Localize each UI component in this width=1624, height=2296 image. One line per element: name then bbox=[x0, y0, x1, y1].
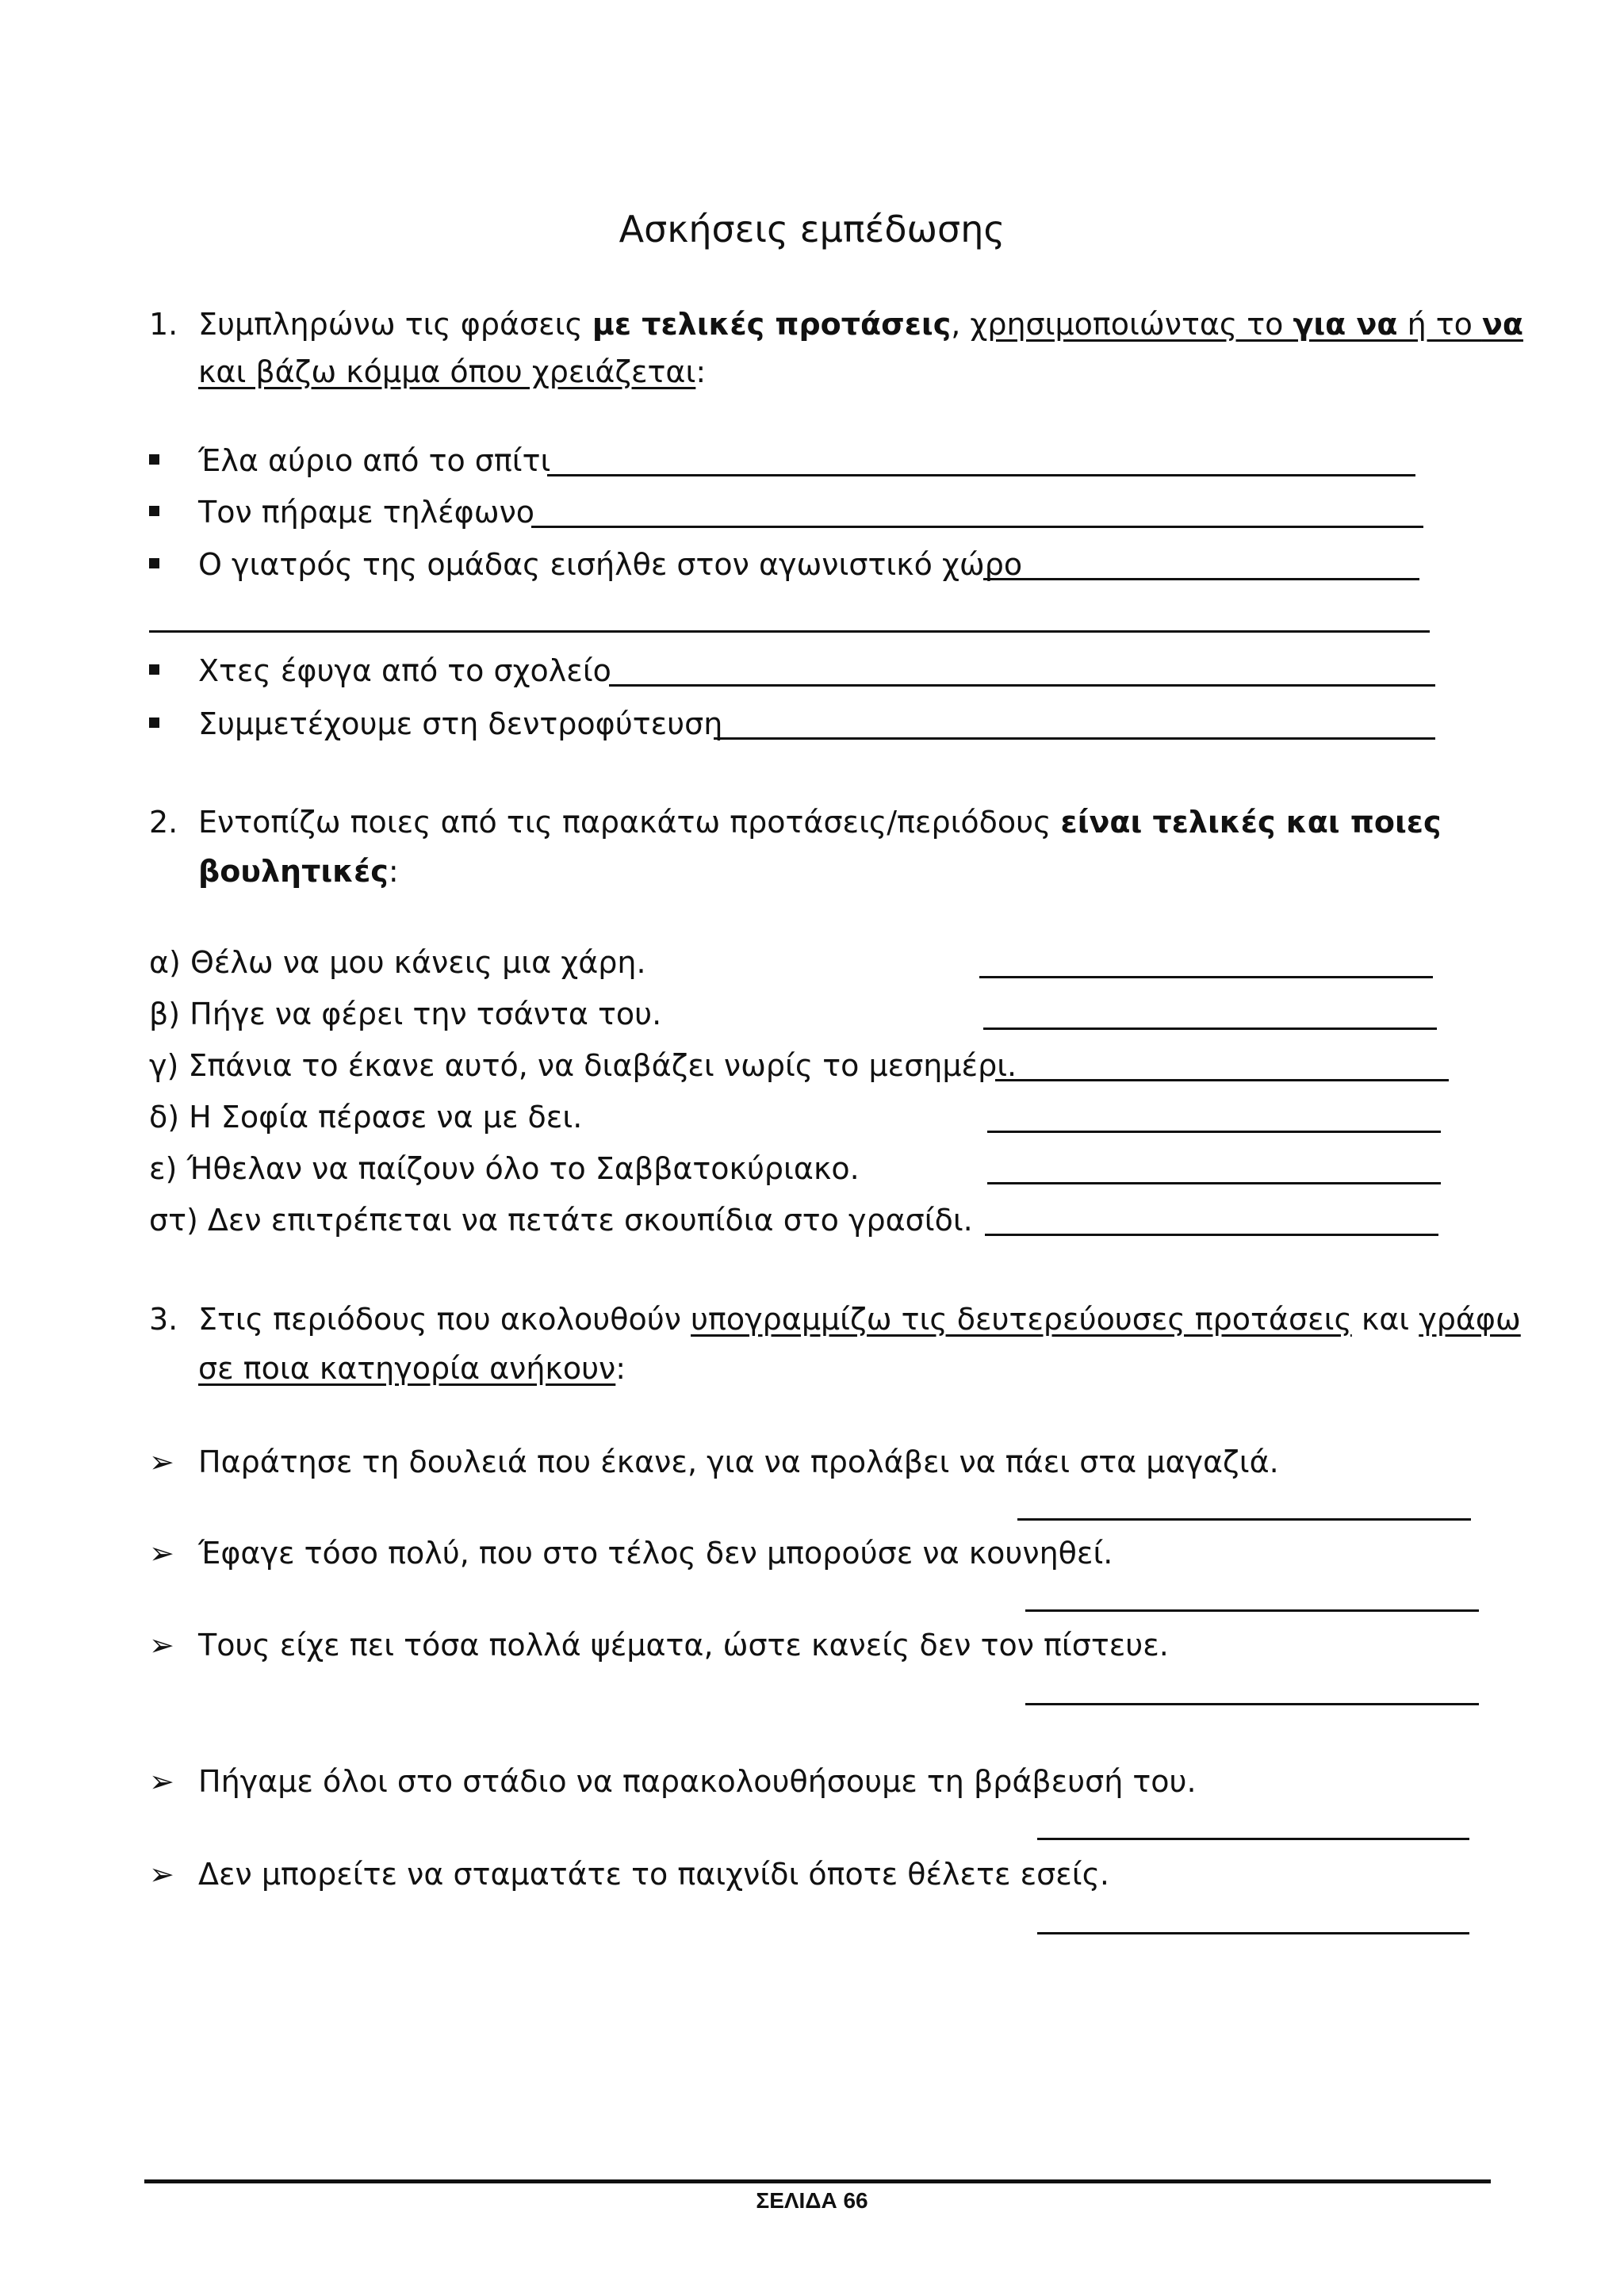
arrow-bullet-icon: ➢ bbox=[149, 1445, 174, 1479]
ex1-item-1: Έλα αύριο από το σπίτι bbox=[198, 443, 551, 478]
ex2-instr-bold-2: βουλητικές bbox=[198, 854, 389, 889]
ex1-answer-line-5[interactable] bbox=[714, 737, 1435, 740]
arrow-bullet-icon: ➢ bbox=[149, 1857, 174, 1892]
ex2-answer-line-c[interactable] bbox=[995, 1079, 1449, 1081]
ex3-answer-line-5[interactable] bbox=[1037, 1932, 1469, 1934]
ex1-instr-comma: , bbox=[951, 307, 971, 342]
page-number: ΣΕΛΙΔΑ 66 bbox=[756, 2188, 868, 2213]
footer-rule bbox=[144, 2179, 1491, 2183]
ex2-number: 2. bbox=[149, 805, 178, 840]
bullet-square-icon bbox=[149, 506, 159, 516]
page-title: Ασκήσεις εμπέδωσης bbox=[619, 208, 1005, 251]
ex3-item-2: Έφαγε τόσο πολύ, που στο τέλος δεν μπορούσε να κουνηθεί. bbox=[198, 1536, 1113, 1571]
ex2-item-b: β) Πήγε να φέρει την τσάντα του. bbox=[149, 997, 662, 1031]
ex1-item-5: Συμμετέχουμε στη δεντροφύτευση bbox=[198, 706, 723, 741]
ex2-item-c: γ) Σπάνια το έκανε αυτό, να διαβάζει νωρίς το μεσημέρι. bbox=[149, 1048, 1017, 1083]
ex3-answer-line-1[interactable] bbox=[1017, 1518, 1471, 1521]
ex1-instr-or: ή το bbox=[1397, 307, 1482, 342]
ex3-instruction-line1 bbox=[198, 1302, 1521, 1337]
ex3-answer-line-4[interactable] bbox=[1037, 1838, 1469, 1840]
ex3-answer-line-3[interactable] bbox=[1025, 1703, 1479, 1705]
ex2-instr-bold: είναι τελικές και ποιες bbox=[1060, 805, 1442, 840]
ex3-answer-line-2[interactable] bbox=[1025, 1609, 1479, 1612]
ex1-answer-line-1[interactable] bbox=[547, 474, 1415, 476]
ex3-instr-and: και bbox=[1351, 1302, 1419, 1337]
ex1-answer-line-3b[interactable] bbox=[149, 630, 1430, 633]
ex1-instruction-line2 bbox=[198, 354, 707, 389]
ex2-answer-line-e[interactable] bbox=[987, 1182, 1441, 1184]
ex1-instr-bold: με τελικές προτάσεις bbox=[592, 307, 952, 342]
ex1-answer-line-4[interactable] bbox=[609, 684, 1435, 687]
ex3-number: 3. bbox=[149, 1302, 178, 1337]
ex2-instr-colon: : bbox=[388, 854, 399, 889]
ex2-answer-line-b[interactable] bbox=[983, 1027, 1437, 1030]
ex1-instr-na: να bbox=[1481, 307, 1523, 342]
ex2-answer-line-d[interactable] bbox=[987, 1131, 1441, 1133]
ex1-instr-comma-note: και βάζω κόμμα όπου χρειάζεται bbox=[198, 354, 696, 389]
ex3-instr-colon: : bbox=[615, 1351, 626, 1386]
ex1-number: 1. bbox=[149, 307, 178, 342]
ex3-instruction-line2 bbox=[198, 1351, 626, 1386]
bullet-square-icon bbox=[149, 558, 159, 568]
ex1-instr-text: Συμπληρώνω τις φράσεις bbox=[198, 307, 592, 342]
ex2-item-st: στ) Δεν επιτρέπεται να πετάτε σκουπίδια στο γρασίδι. bbox=[149, 1203, 973, 1238]
ex1-answer-line-3[interactable] bbox=[983, 578, 1419, 580]
arrow-bullet-icon: ➢ bbox=[149, 1628, 174, 1663]
ex2-item-e: ε) Ήθελαν να παίζουν όλο το Σαββατοκύριακο. bbox=[149, 1151, 860, 1186]
ex3-instr-write: γράφω bbox=[1419, 1302, 1521, 1337]
ex1-instr-underlined bbox=[970, 307, 1523, 342]
ex1-instr-underlined-text: χρησιμοποιώντας το bbox=[970, 307, 1293, 342]
bullet-square-icon bbox=[149, 664, 159, 675]
ex2-item-d: δ) Η Σοφία πέρασε να με δει. bbox=[149, 1100, 583, 1135]
ex3-instr-underlined: υπογραμμίζω τις δευτερεύουσες προτάσεις bbox=[691, 1302, 1352, 1337]
ex3-instr-text: Στις περιόδους που ακολουθούν bbox=[198, 1302, 691, 1337]
ex3-item-1: Παράτησε τη δουλειά που έκανε, για να προλάβει να πάει στα μαγαζιά. bbox=[198, 1445, 1279, 1479]
ex3-item-5: Δεν μπορείτε να σταματάτε το παιχνίδι όποτε θέλετε εσείς. bbox=[198, 1857, 1109, 1892]
ex1-item-2: Τον πήραμε τηλέφωνο bbox=[198, 495, 535, 530]
bullet-square-icon bbox=[149, 718, 159, 728]
ex1-item-4: Χτες έφυγα από το σχολείο bbox=[198, 653, 611, 688]
ex2-item-a: α) Θέλω να μου κάνεις μια χάρη. bbox=[149, 945, 646, 980]
arrow-bullet-icon: ➢ bbox=[149, 1764, 174, 1799]
arrow-bullet-icon: ➢ bbox=[149, 1536, 174, 1571]
ex1-instr-colon: : bbox=[695, 354, 707, 389]
ex2-answer-line-a[interactable] bbox=[979, 976, 1433, 978]
ex2-instr-text: Εντοπίζω ποιες από τις παρακάτω προτάσεις/περιόδους bbox=[198, 805, 1061, 840]
ex1-answer-line-2[interactable] bbox=[531, 526, 1423, 528]
ex1-instr-gia-na: για να bbox=[1293, 307, 1398, 342]
ex1-instruction-line1 bbox=[198, 307, 1523, 342]
ex3-instr-category: σε ποια κατηγορία ανήκουν bbox=[198, 1351, 616, 1386]
ex2-instruction-line1 bbox=[198, 805, 1442, 840]
ex3-item-3: Τους είχε πει τόσα πολλά ψέματα, ώστε κανείς δεν τον πίστευε. bbox=[198, 1628, 1169, 1663]
ex1-item-3: Ο γιατρός της ομάδας εισήλθε στον αγωνιστικό χώρο bbox=[198, 547, 1023, 582]
ex2-instruction-line2 bbox=[198, 854, 399, 889]
ex2-answer-line-st[interactable] bbox=[985, 1234, 1438, 1236]
bullet-square-icon bbox=[149, 454, 159, 465]
ex3-item-4: Πήγαμε όλοι στο στάδιο να παρακολουθήσουμε τη βράβευσή του. bbox=[198, 1764, 1197, 1799]
